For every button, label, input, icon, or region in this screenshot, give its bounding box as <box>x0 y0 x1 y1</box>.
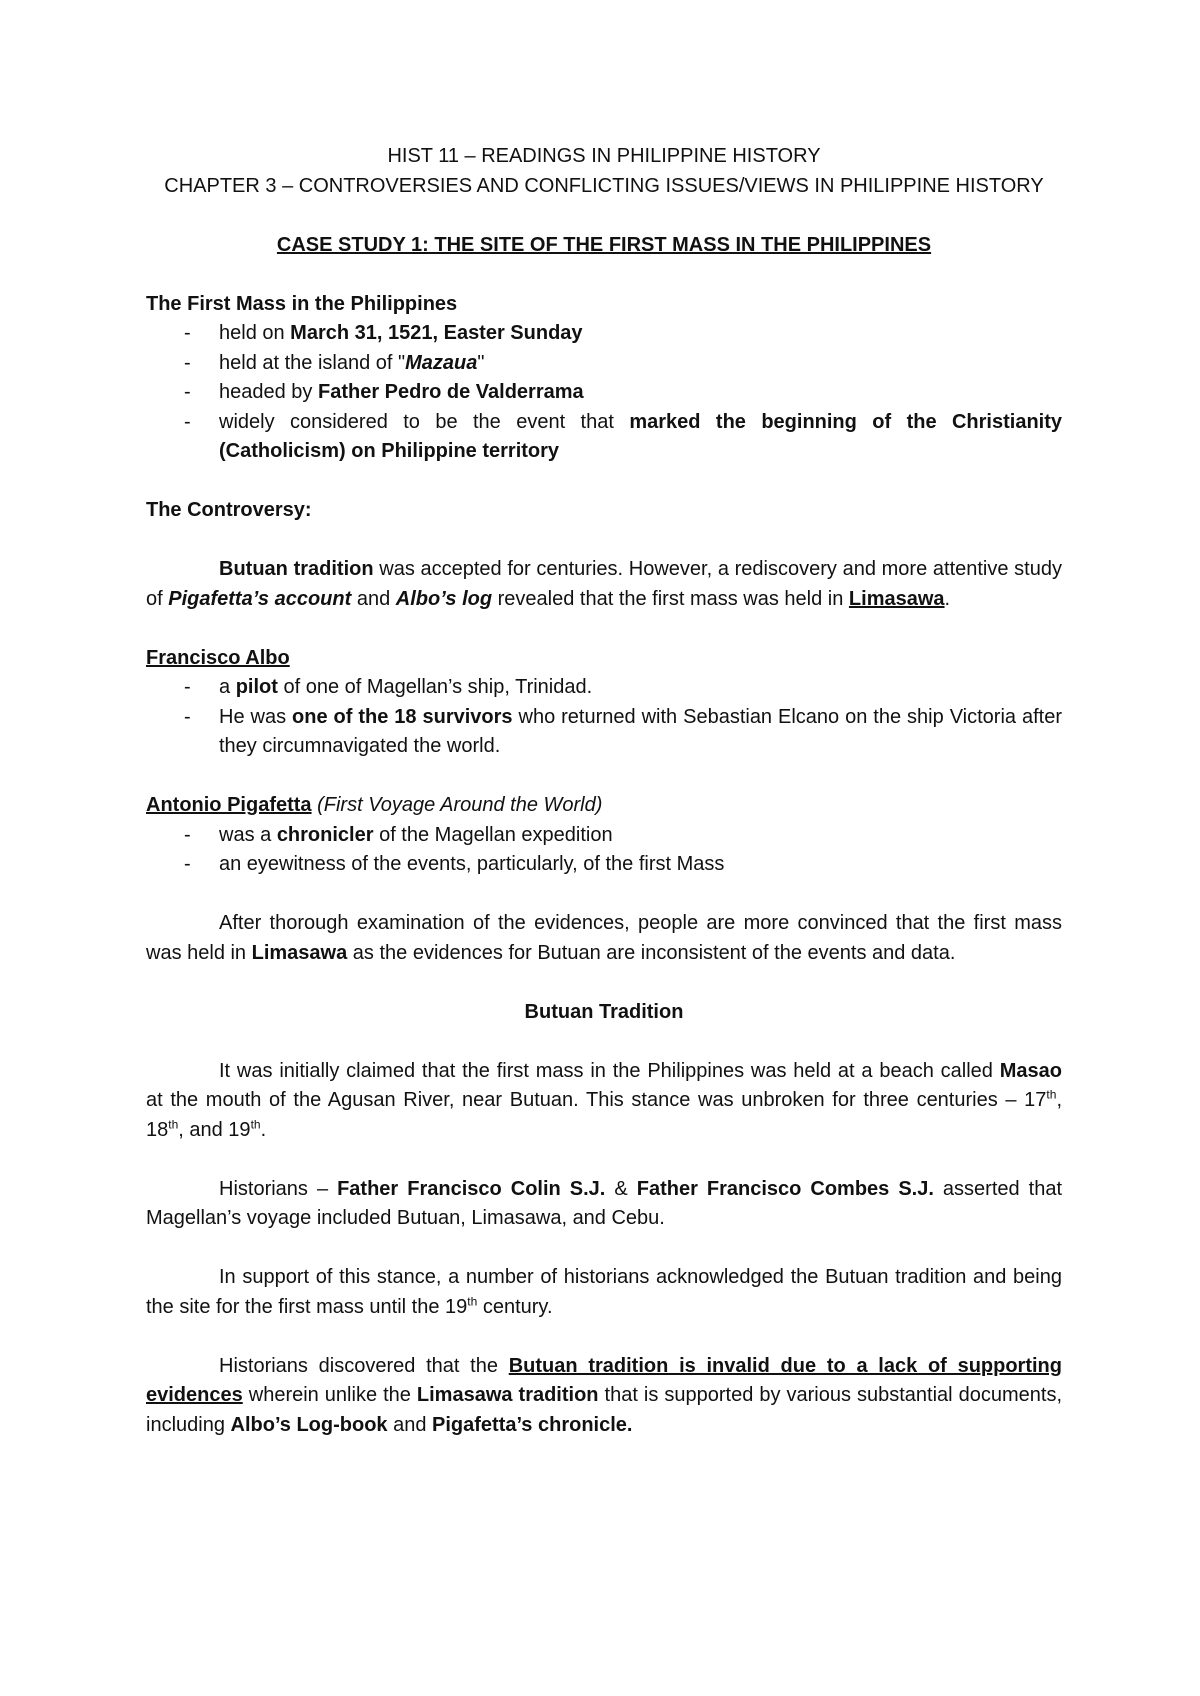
conclusion-paragraph: After thorough examination of the evidences, people are more convinced that the first mass was held in Limasawa as the evidences for Butuan are inconsistent of the events and data. <box>146 912 1062 964</box>
controversy-heading: The Controversy: <box>146 499 312 521</box>
list-item: - held at the island of "Mazaua" <box>184 351 485 374</box>
list-item: - widely considered to be the event that marked the beginning of the Christianity (Catholicism) on Philippine territory <box>184 410 1063 462</box>
list-item: - held on March 31, 1521, Easter Sunday <box>184 322 583 344</box>
list-item: - was a chronicler of the Magellan expedition <box>184 823 613 846</box>
list-item: - an eyewitness of the events, particularly, of the first Mass <box>184 853 725 875</box>
butuan-heading: Butuan Tradition <box>524 1000 684 1023</box>
butuan-paragraph-3: In support of this stance, a number of historians acknowledged the Butuan tradition and being the site for the first mass until the 19th century. <box>146 1266 1062 1318</box>
albo-heading: Francisco Albo <box>146 646 290 669</box>
list-item: - He was one of the 18 survivors who returned with Sebastian Elcano on the ship Victoria after they circumnavigated the world. <box>184 705 1062 757</box>
first-mass-heading: The First Mass in the Philippines <box>146 292 458 315</box>
document-page <box>146 142 1062 1440</box>
list-item: - headed by Father Pedro de Valderrama <box>184 381 584 403</box>
course-title: HIST 11 – READINGS IN PHILIPPINE HISTORY <box>387 145 821 167</box>
case-study-title: CASE STUDY 1: THE SITE OF THE FIRST MASS IN THE PHILIPPINES <box>276 233 932 256</box>
butuan-paragraph-4: Historians discovered that the Butuan tradition is invalid due to a lack of supporting evidences wherein unlike the Limasawa tradition that is supported by various substantial documents, including Albo’s Log-book and Pigafetta’s chronicle. <box>146 1354 1063 1436</box>
pigafetta-list <box>146 821 1062 880</box>
chapter-title: CHAPTER 3 – CONTROVERSIES AND CONFLICTING ISSUES/VIEWS IN PHILIPPINE HISTORY <box>164 174 1044 197</box>
first-mass-list <box>146 319 1062 467</box>
list-item: - a pilot of one of Magellan’s ship, Trinidad. <box>184 676 593 698</box>
albo-list <box>146 673 1062 762</box>
pigafetta-heading: Antonio Pigafetta (First Voyage Around the World) <box>146 794 603 816</box>
butuan-paragraph-2: Historians – Father Francisco Colin S.J. & Father Francisco Combes S.J. asserted that Magellan’s voyage included Butuan, Limasawa, and Cebu. <box>146 1177 1063 1229</box>
controversy-paragraph: Butuan tradition was accepted for centuries. However, a rediscovery and more attentive study of Pigafetta’s account and Albo’s log revealed that the first mass was held in Limasawa. <box>146 558 1062 610</box>
butuan-paragraph-1: It was initially claimed that the first mass in the Philippines was held at a beach called Masao at the mouth of the Agusan River, near Butuan. This stance was unbroken for three centuries – 17th, 18th, and 19th. <box>146 1059 1062 1141</box>
